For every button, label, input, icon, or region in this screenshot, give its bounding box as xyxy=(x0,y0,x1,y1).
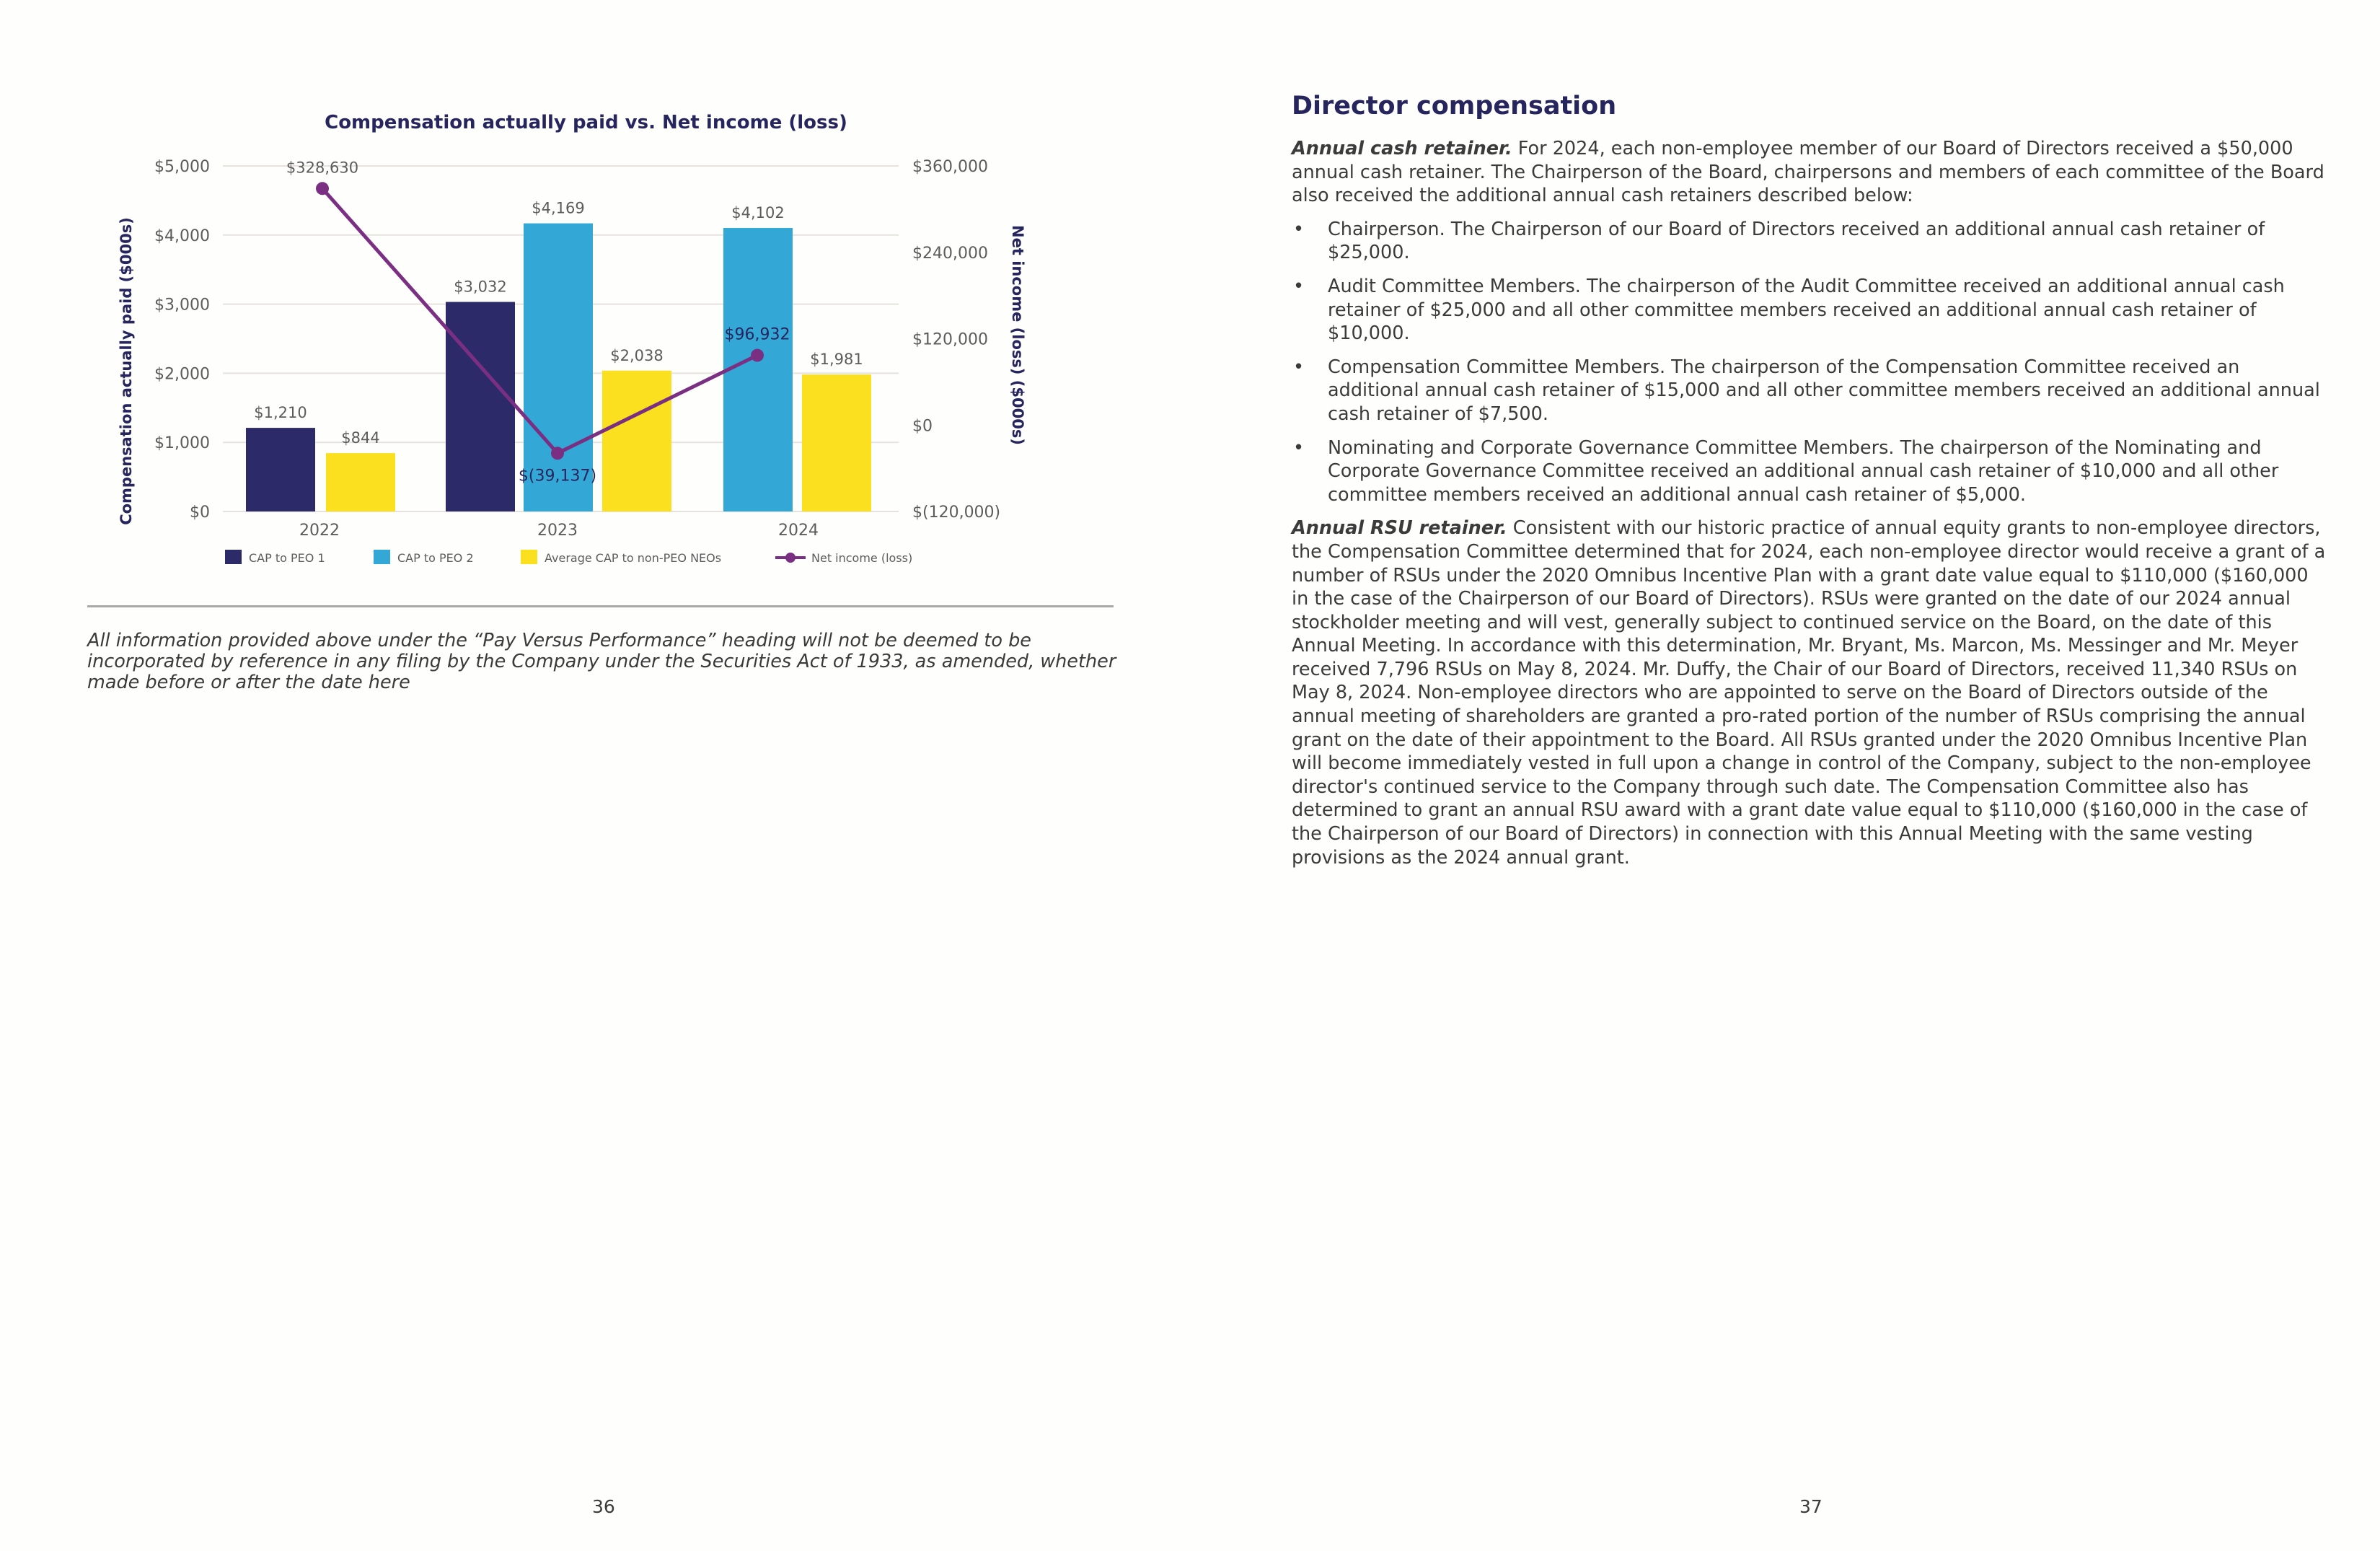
bullet-item-nominating xyxy=(1292,436,2330,507)
legend-marker-icon xyxy=(785,553,795,563)
bullet-item-audit xyxy=(1292,275,2330,346)
y-tick-label: $1,000 xyxy=(154,434,210,453)
bar-data-label: $1,981 xyxy=(810,351,863,369)
bar-average-cap-to-non-peo-neos-2024 xyxy=(802,374,871,511)
director-compensation-section xyxy=(1292,91,2330,879)
y2-tick-label: $120,000 xyxy=(912,330,988,349)
y2-tick-label: $240,000 xyxy=(912,244,988,263)
y-tick-label: $3,000 xyxy=(154,296,210,315)
page-number-left: 36 xyxy=(592,1496,615,1517)
bullet-text: Nominating and Corporate Governance Committee Members. The chairperson of the Nominating and Corporate Governance Committee received an additional annual cash retainer of $10,000 and all other committee members received an additional annual cash retainer of $5,000. xyxy=(1328,436,2279,506)
bullet-icon: • xyxy=(1293,218,1305,240)
bar-cap-to-peo-2-2024 xyxy=(723,228,793,511)
y2-axis-title: Net income (loss) ($000s) xyxy=(1009,225,1026,445)
x-tick-label: 2022 xyxy=(299,522,340,540)
bar-data-label: $1,210 xyxy=(254,404,307,422)
net-income-data-label: $328,630 xyxy=(286,159,359,177)
rsu-retainer-text: Consistent with our historic practice of annual equity grants to non-employee directors, the Compensation Committee determined that for 2024, each non-employee director would receive a grant of a number of RSUs under the 2020 Omnibus Incentive Plan with a grant date value equal to $110,000 ($160,000 in the case of the Chairperson of our Board of Directors). RSUs were granted on the date of our 2024 annual stockholder meeting and will vest, generally subject to continued service on the Board, on the date of this Annual Meeting. In accordance with this determination, Mr. Bryant, Ms. Marcon, Ms. Messinger and Mr. Meyer received 7,796 RSUs on May 8, 2024. Mr. Duffy, the Chair of our Board of Directors, received 11,340 RSUs on May 8, 2024. Non-employee directors who are appointed to serve on the Board of Directors outside of the annual meeting of shareholders are granted a pro-rated portion of the number of RSUs comprising the annual grant on the date of their appointment to the Board. All RSUs granted under the 2020 Omnibus Incentive Plan will become immediately vested in full upon a change in control of the Company, subject to the non-employee director's continued service to the Company through such date. The Compensation Committee also has determined to grant an annual RSU award with a grant date value equal to $110,000 ($160,000 in the case of the Chairperson of our Board of Directors) in connection with this Annual Meeting with the same vesting provisions as the 2024 annual grant. xyxy=(1292,517,2326,869)
legend-swatch xyxy=(225,550,242,564)
cash-retainer-lead: Annual cash retainer. xyxy=(1292,138,1512,159)
bar-average-cap-to-non-peo-neos-2023 xyxy=(602,371,671,511)
bar-data-label: $3,032 xyxy=(454,278,507,296)
bullet-icon: • xyxy=(1293,275,1305,297)
y-tick-label: $0 xyxy=(190,504,210,522)
rsu-retainer-paragraph xyxy=(1292,517,2330,869)
y-tick-label: $5,000 xyxy=(154,158,210,176)
bullet-text: Chairperson. The Chairperson of our Board of Directors received an additional annual cash retainer of $25,000. xyxy=(1328,218,2265,264)
legend-label: Net income (loss) xyxy=(811,551,913,565)
legend-swatch xyxy=(521,550,537,564)
net-income-data-label: $96,932 xyxy=(724,325,790,344)
bar-data-label: $4,169 xyxy=(532,199,585,217)
bullet-item-compensation xyxy=(1292,356,2330,426)
y-tick-label: $2,000 xyxy=(154,365,210,384)
bar-data-label: $844 xyxy=(341,429,380,447)
cash-retainer-text: For 2024, each non-employee member of our Board of Directors received a $50,000 annual cash retainer. The Chairperson of the Board, chairpersons and members of each committee of the Board also received the additional annual cash retainers described below: xyxy=(1292,138,2324,207)
bullet-item-chairperson xyxy=(1292,218,2330,265)
legend-swatch xyxy=(374,550,390,564)
rsu-retainer-lead: Annual RSU retainer. xyxy=(1292,517,1507,540)
bar-cap-to-peo-1-2022 xyxy=(246,428,315,511)
bullet-icon: • xyxy=(1293,436,1305,459)
bar-data-label: $2,038 xyxy=(610,346,664,364)
cap-vs-net-income-chart xyxy=(87,94,1125,584)
bar-cap-to-peo-1-2023 xyxy=(446,302,515,511)
bullet-text: Compensation Committee Members. The chairperson of the Compensation Committee received an additional annual cash retainer of $15,000 and all other committee members received an additional annual cash retainer of $7,500. xyxy=(1328,356,2320,425)
net-income-point xyxy=(551,447,564,460)
bar-data-label: $4,102 xyxy=(731,204,785,222)
retainer-bullet-list xyxy=(1292,218,2330,507)
x-tick-label: 2024 xyxy=(778,522,819,540)
legend-label: CAP to PEO 2 xyxy=(397,551,474,565)
page-number-right: 37 xyxy=(1799,1496,1823,1517)
y2-tick-label: $0 xyxy=(912,417,933,436)
right-page xyxy=(1190,0,2380,1551)
net-income-point xyxy=(316,182,329,195)
net-income-point xyxy=(751,349,764,362)
chart-title: Compensation actually paid vs. Net income (loss) xyxy=(325,112,847,133)
footnote: All information provided above under the “Pay Versus Performance” heading will not be deemed to be incorporated by reference in any filing by the Company under the Securities Act of 1933, as amended, whether made before or after the date here xyxy=(87,630,1116,693)
legend-label: CAP to PEO 1 xyxy=(249,551,325,565)
legend-label: Average CAP to non-PEO NEOs xyxy=(545,551,722,565)
x-tick-label: 2023 xyxy=(537,522,578,540)
y2-tick-label: $360,000 xyxy=(912,158,988,176)
divider xyxy=(87,605,1114,607)
bullet-icon: • xyxy=(1293,356,1305,378)
bullet-text: Audit Committee Members. The chairperson of the Audit Committee received an additional annual cash retainer of $25,000 and all other committee members received an additional annual cash retainer of $10,000. xyxy=(1328,275,2285,345)
y-tick-label: $4,000 xyxy=(154,227,210,245)
y2-tick-label: $(120,000) xyxy=(912,504,1001,522)
net-income-data-label: $(39,137) xyxy=(518,467,597,485)
chart-svg xyxy=(87,94,1125,584)
bar-average-cap-to-non-peo-neos-2022 xyxy=(326,453,395,511)
cash-retainer-paragraph xyxy=(1292,137,2330,208)
y-axis-title: Compensation actually paid ($000s) xyxy=(118,217,135,525)
section-title: Director compensation xyxy=(1292,92,1617,120)
